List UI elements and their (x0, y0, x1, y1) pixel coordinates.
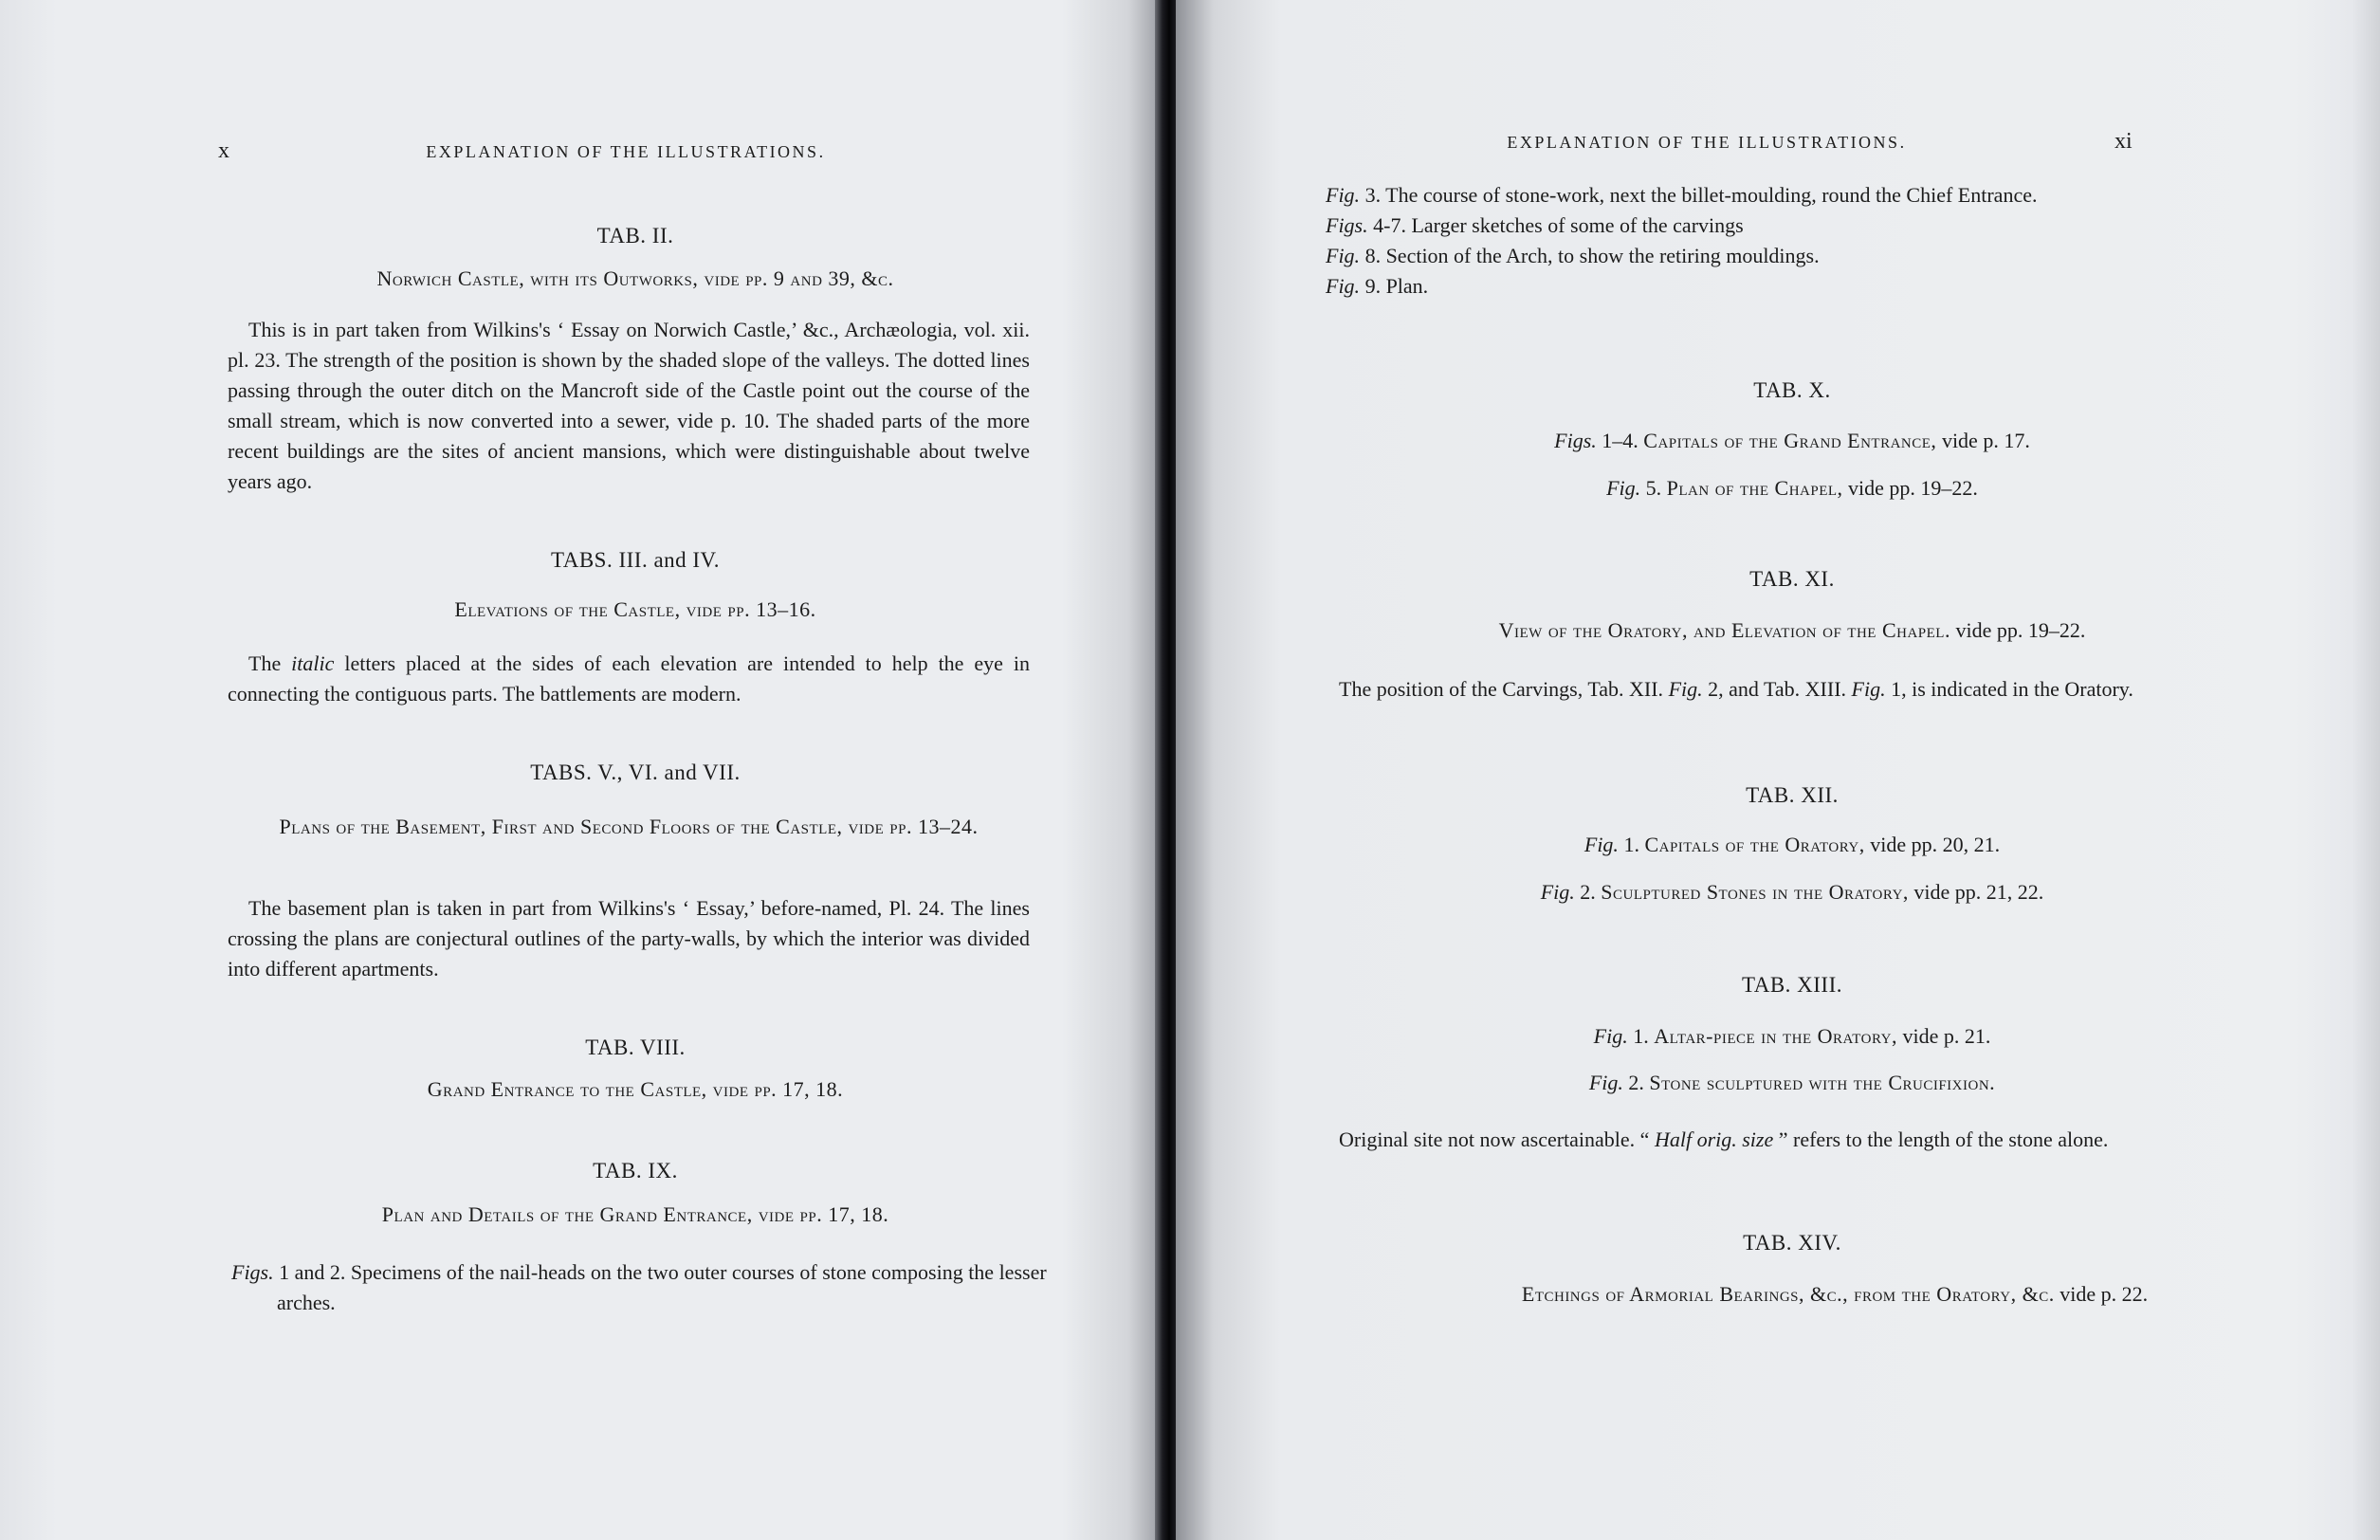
figure-note: Figs. 1 and 2. Specimens of the nail-heads on the two outer courses of stone composing the lesser arches. (231, 1260, 1047, 1314)
section-caption: Grand Entrance to the Castle, vide pp. 17, 18. (427, 1077, 844, 1101)
running-header: EXPLANATION OF THE ILLUSTRATIONS. (426, 142, 826, 161)
figure-caption: Fig. 1. Capitals of the Oratory, vide pp. 20, 21. (1584, 833, 2001, 856)
section-caption: Elevations of the Castle, vide pp. 13–16. (454, 597, 816, 621)
section-heading: TABS. V., VI. and VII. (530, 761, 741, 784)
section-caption: View of the Oratory, and Elevation of the Chapel. vide pp. 19–22. (1498, 618, 2086, 642)
section-caption: Etchings of Armorial Bearings, &c., from the Oratory, &c. vide p. 22. (1521, 1282, 2149, 1306)
section-text: This is in part taken from Wilkins's ‘ Essay on Norwich Castle,’ &c., Archæologia, vol. xii. pl. 23. The strength of the position is shown by the shaded slope of the valleys. The dotted lines passing through the outer ditch on the Mancroft side of the Castle point out the course of the small stream, which is now converted into a sewer, vide p. 10. The shaded parts of the more recent buildings are the sites of ancient mansions, which were distinguishable about twelve years ago. (228, 318, 1030, 493)
section-heading: TAB. X. (1753, 378, 1831, 402)
section-text: The position of the Carvings, Tab. XII. Fig. 2, and Tab. XIII. Fig. 1, is indicated in the Oratory. (1339, 677, 2133, 701)
figure-caption: Fig. 5. Plan of the Chapel, vide pp. 19–22. (1606, 476, 1978, 500)
figure-caption: Fig. 2. Stone sculptured with the Crucifixion. (1588, 1071, 1996, 1094)
section-caption: Norwich Castle, with its Outworks, vide pp. 9 and 39, &c. (376, 266, 894, 290)
section-text: The basement plan is taken in part from Wilkins's ‘ Essay,’ before-named, Pl. 24. The lines crossing the plans are conjectural outlines of the party-walls, by which the interior was divided into different apartments. (228, 896, 1030, 981)
section-heading: TAB. XII. (1746, 783, 1839, 807)
figure-caption: Figs. 1–4. Capitals of the Grand Entrance, vide p. 17. (1554, 429, 2030, 452)
section-caption: Plan and Details of the Grand Entrance, vide pp. 17, 18. (381, 1202, 889, 1226)
section-heading: TAB. XIV. (1743, 1231, 1841, 1255)
running-header: EXPLANATION OF THE ILLUSTRATIONS. (1507, 133, 1907, 152)
section-heading: TABS. III. and IV. (551, 548, 720, 572)
figure-caption: Fig. 1. Altar-piece in the Oratory, vide p. 21. (1593, 1024, 1991, 1048)
figure-note: Figs. 4-7. Larger sketches of some of the carvings (1326, 213, 1744, 237)
figure-caption: Fig. 2. Sculptured Stones in the Oratory, vide pp. 21, 22. (1540, 880, 2044, 904)
figure-note: Fig. 3. The course of stone-work, next the billet-moulding, round the Chief Entrance. (1326, 183, 2038, 207)
section-heading: TAB. XI. (1749, 567, 1835, 591)
continued-figures (1326, 180, 2359, 302)
figure-note: Fig. 9. Plan. (1326, 274, 1429, 298)
section-heading: TAB. IX. (593, 1159, 678, 1182)
section-heading: TAB. VIII. (585, 1036, 686, 1059)
page-number: x (218, 138, 229, 163)
section-heading: TAB. II. (596, 224, 674, 248)
section-caption: Plans of the Basement, First and Second Floors of the Castle, vide pp. 13–24. (279, 815, 979, 838)
section-heading: TAB. XIII. (1742, 973, 1842, 997)
figure-note: Fig. 8. Section of the Arch, to show the retiring mouldings. (1326, 244, 1820, 267)
section-text: The italic letters placed at the sides of each elevation are intended to help the eye in connecting the contiguous parts. The battlements are modern. (228, 651, 1030, 706)
page-number: xi (2115, 129, 2133, 154)
right-page (1176, 0, 2380, 1540)
section-text: Original site not now ascertainable. “ Half orig. size ” refers to the length of the stone alone. (1339, 1128, 2109, 1151)
left-page (0, 0, 1163, 1540)
